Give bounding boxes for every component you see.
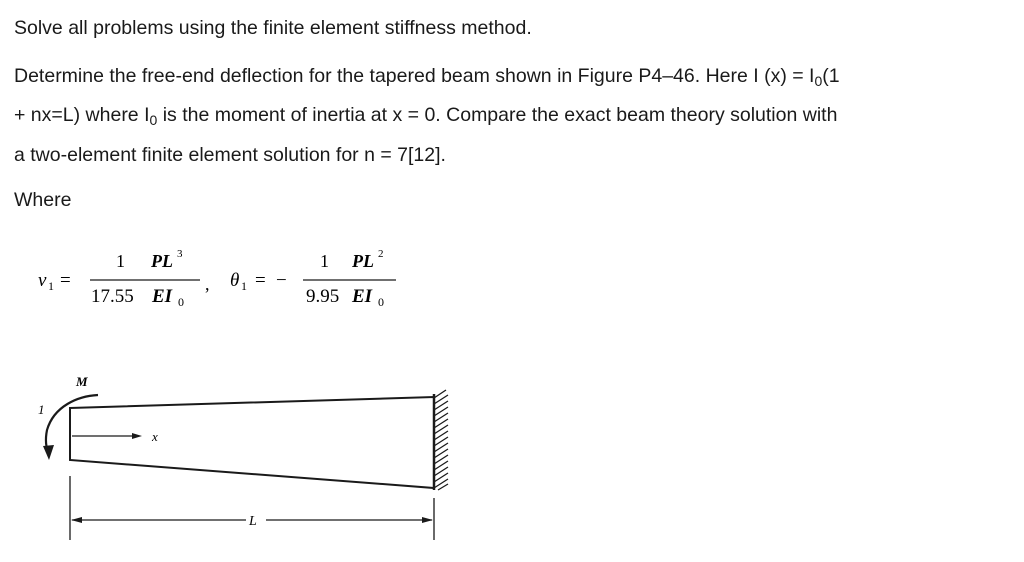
- theta-symbol: θ: [230, 270, 240, 291]
- problem-text-1b: (1: [822, 65, 840, 87]
- subscript-zero: 0: [149, 112, 158, 128]
- moment-label: M: [76, 374, 88, 389]
- wall-hatching-icon: [434, 390, 448, 490]
- problem-line-1: [14, 64, 840, 88]
- v-subscript: 1: [48, 279, 54, 293]
- theta-denominator-coef: 9.95: [306, 286, 340, 307]
- problem-text-2a: + nx=L) where I: [14, 104, 150, 126]
- theta-denominator-sub: 0: [378, 295, 384, 309]
- dimension-arrow-right-icon: [422, 517, 433, 523]
- deflection-equations: [38, 240, 418, 312]
- theta-numerator-exp: 2: [378, 248, 384, 260]
- x-axis-label: x: [152, 429, 158, 444]
- problem-line-2: [14, 103, 837, 127]
- theta-equals: =: [255, 270, 266, 291]
- where-text: Where: [14, 189, 72, 211]
- tapered-beam-figure: [30, 368, 460, 548]
- problem-text-2b: is the moment of inertia at x = 0. Compare the exact beam theory solution with: [157, 104, 838, 126]
- dimension-arrow-left-icon: [71, 517, 82, 523]
- theta-numerator-coef: 1: [320, 251, 329, 271]
- v-denominator-sub: 0: [178, 295, 184, 309]
- tapered-beam: [70, 397, 434, 488]
- theta-subscript: 1: [241, 279, 247, 293]
- instruction-text: Solve all problems using the finite element stiffness method.: [14, 17, 532, 39]
- theta-denominator-expr: EI: [352, 286, 373, 307]
- instruction-line: [14, 16, 532, 40]
- moment-arrowhead-icon: [43, 445, 54, 460]
- v-comma: ,: [205, 274, 210, 294]
- v-symbol: v: [38, 270, 47, 291]
- where-label: [14, 188, 71, 212]
- v-numerator-exp: 3: [177, 248, 183, 260]
- theta-numerator-expr: PL: [352, 251, 374, 271]
- problem-text-1a: Determine the free-end deflection for the tapered beam shown in Figure P4–46. Here I (x) = I: [14, 65, 815, 87]
- subscript-zero: 0: [814, 73, 823, 89]
- v-numerator-expr: PL: [151, 251, 173, 271]
- theta-negative: −: [276, 270, 287, 291]
- v-denominator-expr: EI: [152, 286, 173, 307]
- v-equals: =: [60, 270, 71, 291]
- v-numerator-coef: 1: [116, 251, 125, 271]
- length-label: L: [249, 514, 257, 529]
- problem-text-3: a two-element finite element solution for n = 7[12].: [14, 144, 446, 166]
- node-label: 1: [38, 402, 45, 417]
- v-denominator-coef: 17.55: [91, 286, 134, 307]
- problem-line-3: [14, 143, 446, 167]
